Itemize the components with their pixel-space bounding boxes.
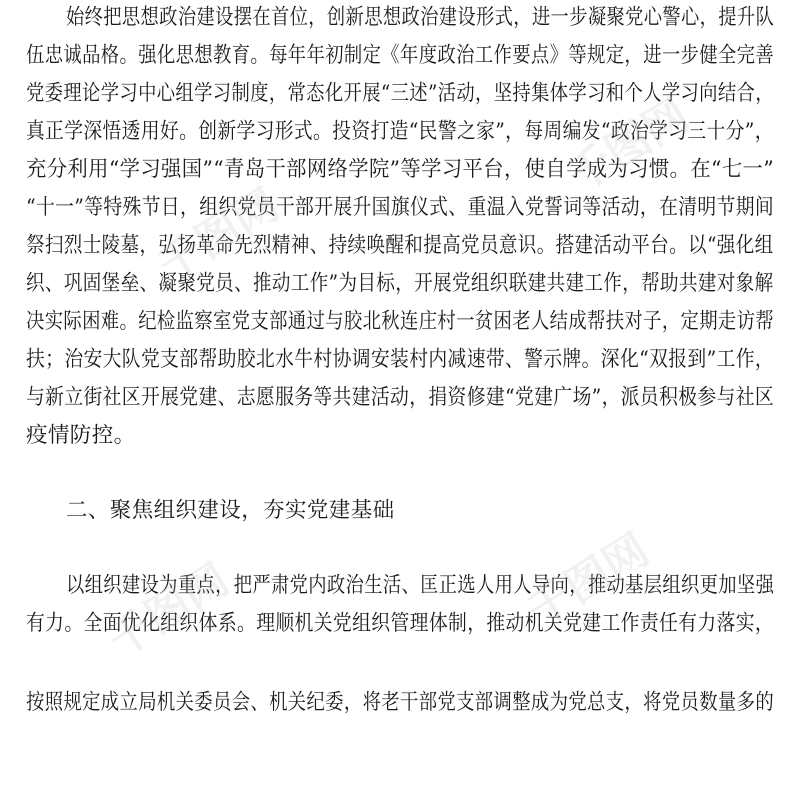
line-text: 扶；治安大队党支部帮助胶北水牛村协调安装村内减速带、警示牌。深化“双报到”工作， bbox=[26, 347, 775, 372]
section-heading bbox=[0, 496, 800, 526]
paragraph-line bbox=[0, 269, 800, 299]
line-text: 有力。全面优化组织体系。理顺机关党组织管理体制，推动机关党建工作责任有力落实， bbox=[26, 611, 775, 636]
line-text: 以组织建设为重点，把严肃党内政治生活、匡正选人用人导向，推动基层组织更加坚强 bbox=[66, 573, 775, 598]
paragraph-line bbox=[0, 688, 800, 718]
line-text: 真正学深悟透用好。创新学习形式。投资打造“民警之家”，每周编发“政治学习三十分”， bbox=[26, 119, 774, 144]
paragraph-line bbox=[0, 609, 800, 639]
line-text: 织、巩固堡垒、凝聚党员、推动工作”为目标，开展党组织联建共建工作，帮助共建对象解 bbox=[26, 271, 774, 296]
paragraph-line bbox=[0, 383, 800, 413]
paragraph-line bbox=[0, 3, 800, 33]
watermark: 千图网 bbox=[518, 524, 658, 638]
paragraph-line bbox=[0, 307, 800, 337]
heading-text: 二、聚焦组织建设，夯实党建基础 bbox=[66, 498, 395, 523]
paragraph-line bbox=[0, 571, 800, 601]
paragraph-line bbox=[0, 193, 800, 223]
line-text: 疫情防控。 bbox=[26, 423, 136, 448]
paragraph-line bbox=[0, 41, 800, 71]
line-text: 伍忠诚品格。强化思想教育。每年年初制定《年度政治工作要点》等规定，进一步健全完善 bbox=[26, 43, 775, 68]
line-text: 充分利用“学习强国”“青岛干部网络学院”等学习平台，使自学成为习惯。在“七一” bbox=[26, 157, 775, 182]
watermark: 千图网 bbox=[148, 179, 288, 293]
paragraph-line bbox=[0, 345, 800, 375]
paragraph-line bbox=[0, 117, 800, 147]
line-text: 党委理论学习中心组学习制度，常态化开展“三述”活动，坚持集体学习和个人学习向结合， bbox=[26, 81, 774, 106]
line-text: “十一”等特殊节日，组织党员干部开展升国旗仪式、重温入党誓词等活动，在清明节期间 bbox=[26, 195, 775, 220]
paragraph-line bbox=[0, 231, 800, 261]
watermark: 千图网 bbox=[558, 89, 698, 203]
line-text: 按照规定成立局机关委员会、机关纪委，将老干部党支部调整成为党总支，将党员数量多的 bbox=[26, 690, 775, 715]
watermark: 千图网 bbox=[98, 554, 238, 668]
paragraph-line bbox=[0, 421, 800, 451]
line-text: 始终把思想政治建设摆在首位，创新思想政治建设形式，进一步凝聚党心警心，提升队 bbox=[66, 5, 775, 30]
line-text: 祭扫烈士陵墓，弘扬革命先烈精神、持续唤醒和提高党员意识。搭建活动平台。以“强化组 bbox=[26, 233, 774, 258]
paragraph-line bbox=[0, 155, 800, 185]
line-text: 决实际困难。纪检监察室党支部通过与胶北秋连庄村一贫困老人结成帮扶对子，定期走访帮 bbox=[26, 309, 775, 334]
paragraph-line bbox=[0, 79, 800, 109]
line-text: 与新立街社区开展党建、志愿服务等共建活动，捐资修建“党建广场”，派员积极参与社区 bbox=[26, 385, 775, 410]
